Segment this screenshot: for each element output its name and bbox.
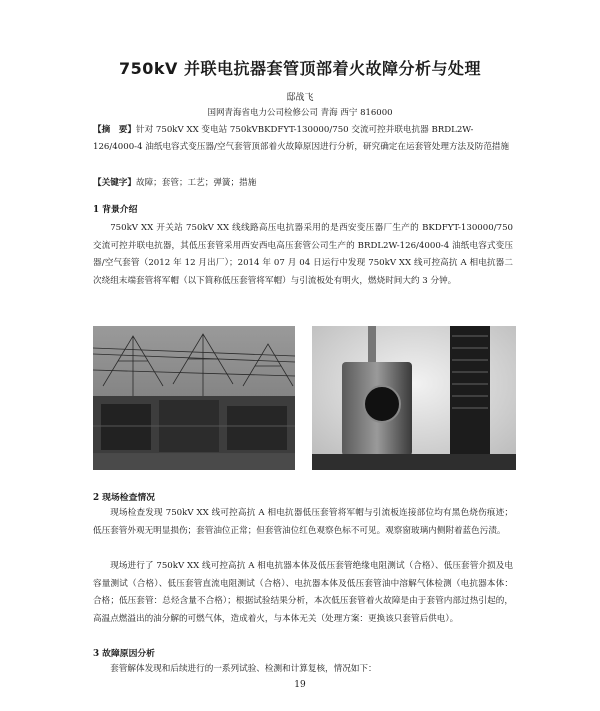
section-1-heading: 1 背景介绍	[93, 205, 138, 215]
keywords-label: 【关键字】	[93, 178, 136, 188]
section-3-paragraph: 套管解体发现和后续进行的一系列试验、检测和计算复核，情况如下：	[110, 664, 377, 674]
keywords-text: 故障；套管；工艺；弹簧；措施	[135, 178, 257, 188]
abstract-label: 【摘 要】	[93, 125, 136, 135]
bushing-photo	[312, 326, 516, 470]
abstract	[93, 122, 513, 156]
section-3-heading: 3 故障原因分析	[93, 649, 155, 659]
section-2-paragraph-2: 现场进行了 750kV XX 线可控高抗 A 相电抗器本体及低压套管绝缘电阻测试（合格）、低压套管介损及电容量测试（合格）、低压套管直流电阻测试（合格）、电抗器本体及低压套管油中溶解气体检测（电抗器本体：合格；低压套管：总烃含量不合格）；根据试验结果分析，本次低压套管着火故障是由于套管内部过热引起的，高温点燃溢出的油分解的可燃气体，造成着火，与本体无关（处理方案：更换该只套管后供电）。	[93, 561, 513, 624]
author-name: 邸战飞	[286, 93, 314, 103]
section-2-paragraph-1: 现场检查发现 750kV XX 线可控高抗 A 相电抗器低压套管将军帽与引流板连接部位均有黑色烧伤痕迹；低压套管外观无明显损伤；套管油位正常；但套管油位红色观察色标不可见。观察窗玻璃内侧附着蓝色污渍。	[93, 508, 513, 536]
substation-photo	[93, 326, 295, 470]
abstract-text: 针对 750kV XX 变电站 750kVBKDFYT-130000/750 交流可控并联电抗器 BRDL2W-126/4000-4 油纸电容式变压器/空气套管顶部着火故障原因进行分析，研究确定在运套管处理方法及防范措施	[93, 125, 510, 152]
page-number: 19	[294, 680, 306, 690]
section-1-paragraph: 750kV XX 开关站 750kV XX 线线路高压电抗器采用的是西安变压器厂生产的 BKDFYT-130000/750 交流可控并联电抗器，其低压套管采用西安西电高压套管公司生产的 BRDL2W-126/4000-4 油纸电容式变压器/空气套管（2012 年 12 月出厂）；2014 年 07 月 04 日运行中发现 750kV XX 线可控高抗 A 相电抗器二次绕组末端套管将军帽（以下简称低压套管将军帽）与引流板处有明火，燃烧时间大约 3 分钟。	[93, 223, 513, 286]
keywords	[93, 176, 513, 188]
section-2-heading: 2 现场检查情况	[93, 493, 155, 503]
author-affiliation: 国网青海省电力公司检修公司 青海 西宁 816000	[207, 108, 393, 118]
paper-title: 750kV 并联电抗器套管顶部着火故障分析与处理	[119, 59, 481, 78]
